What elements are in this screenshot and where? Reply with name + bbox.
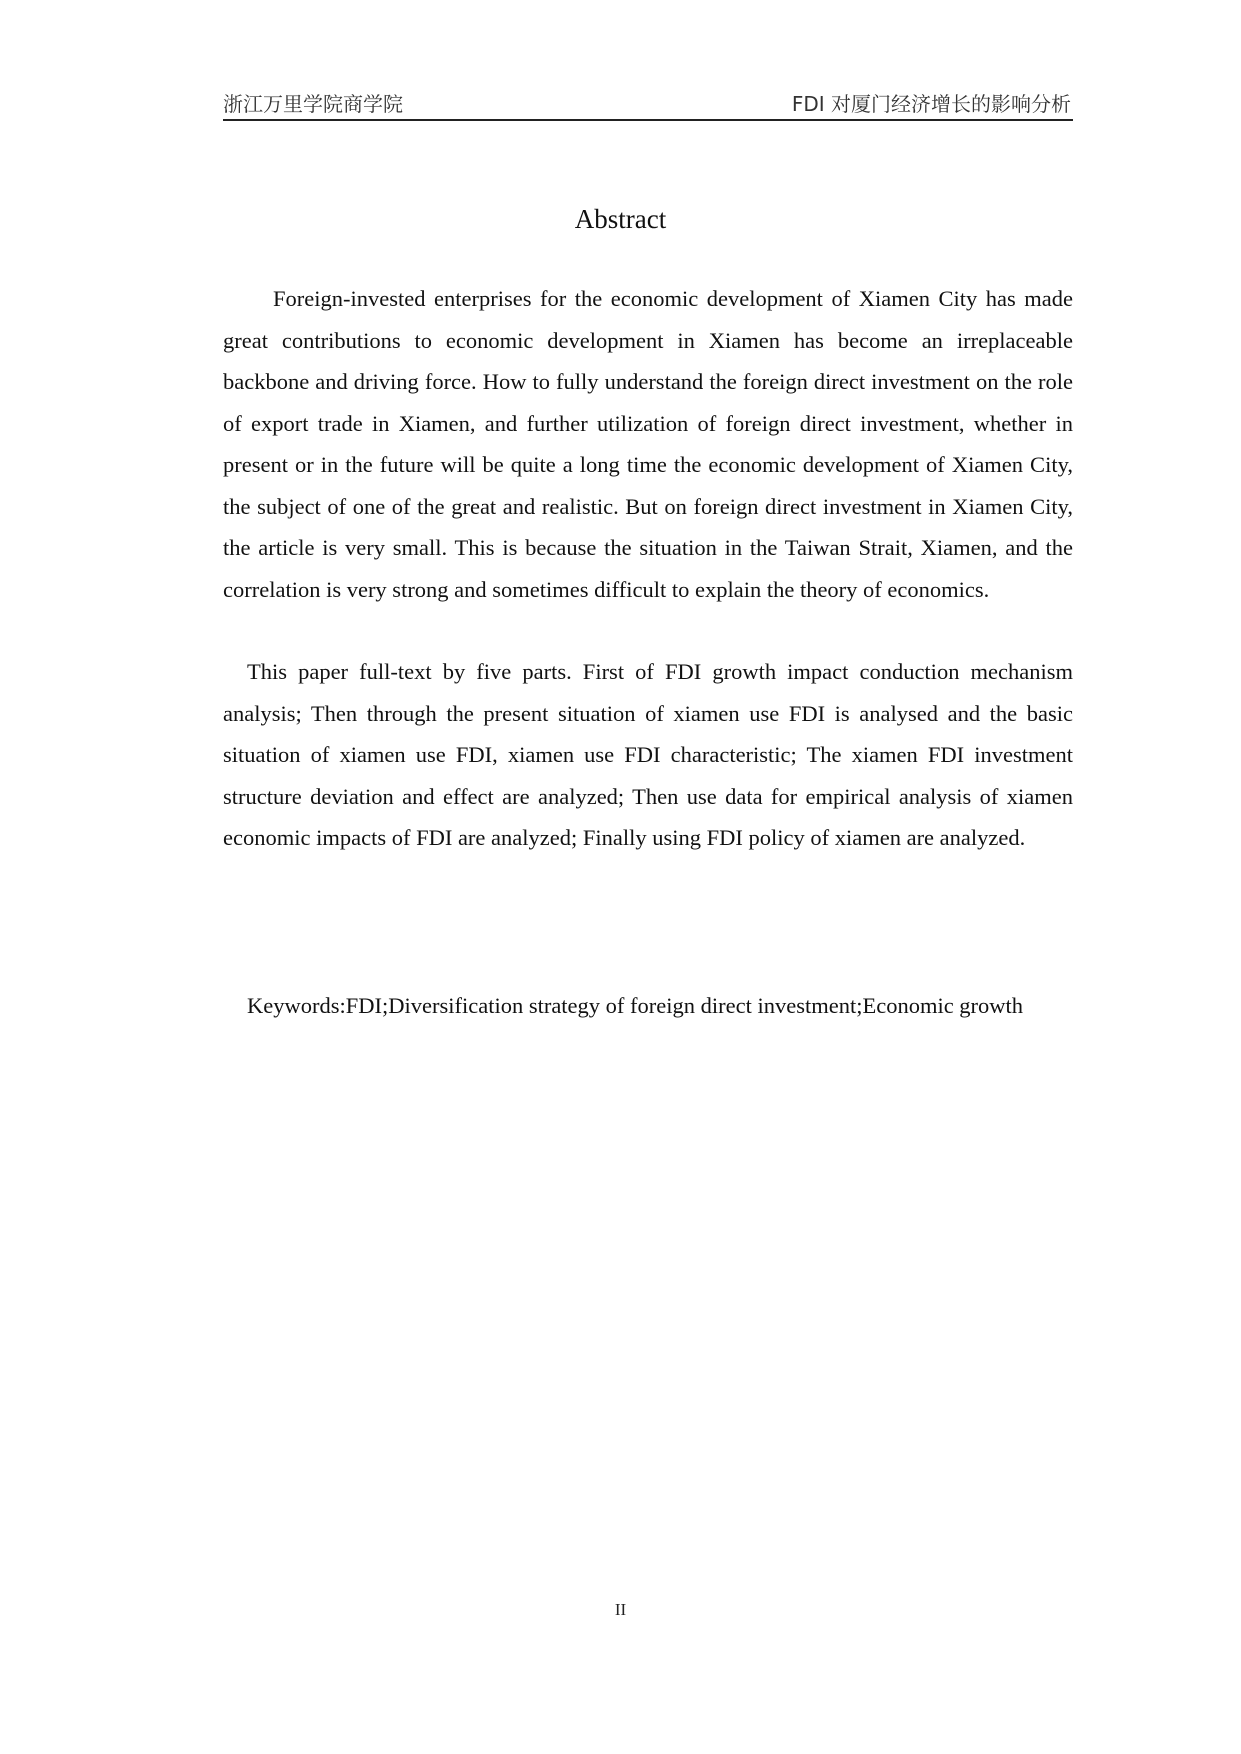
abstract-paragraph-2: This paper full-text by five parts. First of FDI growth impact conduction mechanism analysis; Then through the present situation of xiamen use FDI is analysed and the basic situation of xiamen use FDI, xiamen use FDI characteristic; The xiamen FDI investment structure deviation and effect are analyzed; Then use data for empirical analysis of xiamen economic impacts of FDI are analyzed; Finally using FDI policy of xiamen are analyzed. <box>223 659 1073 850</box>
header-institution: 浙江万里学院商学院 <box>223 92 403 116</box>
keywords: Keywords:FDI;Diversification strategy of foreign direct investment;Economic growth <box>247 993 1024 1018</box>
page-title: Abstract <box>574 204 667 234</box>
header-thesis-title: FDI 对厦门经济增长的影响分析 <box>791 92 1071 116</box>
abstract-paragraph-1: Foreign-invested enterprises for the economic development of Xiamen City has made great contributions to economic development in Xiamen has become an irreplaceable backbone and driving force. How to fully understand the foreign direct investment on the role of export trade in Xiamen, and further utilization of foreign direct investment, whether in present or in the future will be quite a long time the economic development of Xiamen City, the subject of one of the great and realistic. But on foreign direct investment in Xiamen City, the article is very small. This is because the situation in the Taiwan Strait, Xiamen, and the correlation is very strong and sometimes difficult to explain the theory of economics. <box>223 286 1073 602</box>
page-header <box>223 86 1073 121</box>
page-number: II <box>614 1600 627 1619</box>
